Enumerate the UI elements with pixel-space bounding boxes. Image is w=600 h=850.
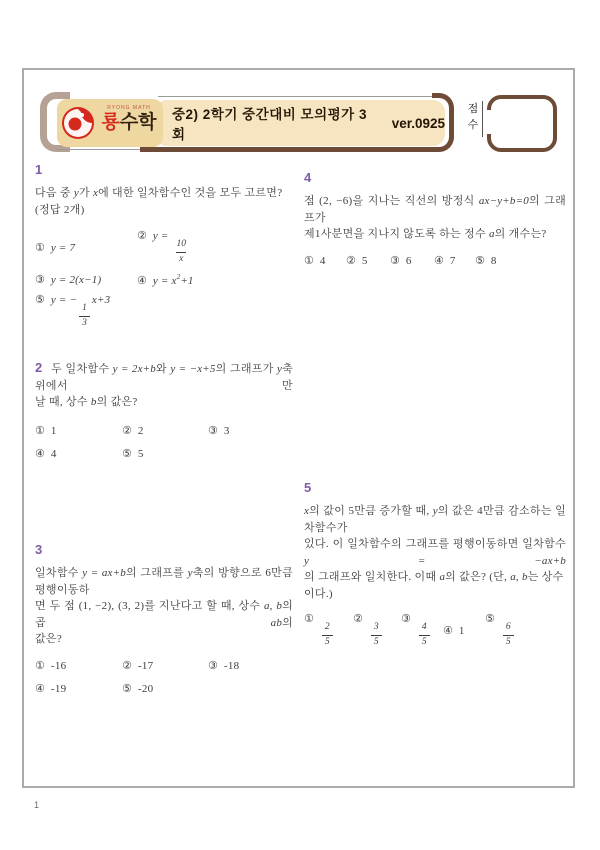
q3-text-line-2: 면 두 점 (1, −2), (3, 2)를 지난다고 할 때, 상수 a, b의 곱 ab의	[35, 600, 293, 629]
q5-option-5: ⑤ $\frac{6}{5}$	[485, 612, 516, 648]
q2-number: 2	[35, 360, 43, 375]
q4-number: 4	[304, 170, 312, 185]
q3-options	[35, 657, 293, 698]
q5-option-2: ② $\frac{3}{5}$	[353, 612, 397, 648]
q5-number: 5	[304, 480, 312, 495]
q4-text	[304, 193, 566, 243]
score-box	[487, 95, 557, 152]
q5-text-line-1: x의 값이 5만큼 증가할 때, y의 값은 4만큼 감소하는 일차함수가	[304, 505, 566, 534]
page-number: 1	[34, 800, 40, 810]
q1-text-line-2: (정답 2개)	[35, 203, 85, 216]
score-label-bottom: 수	[467, 119, 479, 131]
exam-version: ver.0925	[391, 115, 445, 131]
q5-text	[304, 503, 566, 602]
q1-option-3: ③ y = 2(x−1)	[35, 272, 102, 286]
q2-text-line-1: 2 두 일차함수 y = 2x+b와 y = −x+5의 그래프가 y축 위에서 만	[35, 360, 294, 392]
q3-option-5: ⑤ -20	[122, 682, 154, 696]
score-label-top: 점	[467, 103, 479, 115]
q4-options	[304, 252, 566, 270]
q4-option-1: ① 4	[304, 254, 326, 268]
q4-option-3: ③ 6	[390, 254, 412, 268]
header-top-rule	[158, 96, 440, 97]
brand-name-ryong: 룡	[101, 112, 120, 133]
q5-option-1: ① $\frac{2}{5}$	[304, 612, 349, 648]
q1-text	[35, 185, 293, 218]
question-3	[35, 542, 293, 703]
question-1	[35, 162, 293, 334]
q1-text-line-1: 다음 중 y가 x에 대한 일차함수인 것을 모두 고르면?	[35, 187, 283, 199]
score-label	[466, 101, 480, 133]
q1-options	[35, 229, 293, 329]
q2-options	[35, 422, 293, 463]
q1-option-1: ① y = 7	[35, 240, 76, 254]
brand-name-suhak: 수학	[119, 112, 157, 133]
q5-text-line-2: 있다. 이 일차함수의 그래프를 평행이동하면 일차함수 y = −ax+b	[304, 538, 566, 567]
q1-option-5: ⑤ y = − $\frac{1}{3}$ x+3	[35, 293, 111, 328]
question-4	[304, 170, 566, 275]
q4-text-line-1: 점 (2, −6)을 지나는 직선의 방정식 ax−y+b=0의 그래프가	[304, 195, 566, 224]
q3-number: 3	[35, 542, 43, 557]
q4-option-2: ② 5	[346, 254, 368, 268]
q5-options	[304, 612, 566, 648]
q2-option-2: ② 2	[122, 424, 144, 438]
q3-text-line-1: 일차함수 y = ax+b의 그래프를 y축의 방향으로 6만큼 평행이동하	[35, 567, 294, 596]
dragon-icon	[61, 106, 95, 140]
q1-number: 1	[35, 162, 43, 177]
q4-option-4: ④ 7	[434, 254, 456, 268]
q1-option-2: ② y = $\frac{10}{x}$	[137, 229, 186, 264]
q4-text-line-2: 제1사분면을 지나지 않도록 하는 정수 a의 개수는?	[304, 228, 547, 240]
q2-option-5: ⑤ 5	[122, 447, 144, 461]
header-brown-rule	[140, 147, 440, 152]
question-5	[304, 480, 566, 653]
score-divider	[482, 101, 483, 137]
q5-option-3: ③ $\frac{4}{5}$	[401, 612, 439, 648]
q2-option-3: ③ 3	[208, 424, 230, 438]
exam-title-box	[155, 100, 445, 146]
q2-text-line-2: 날 때, 상수 b의 값은?	[35, 396, 138, 408]
brand-name	[98, 111, 160, 135]
q3-option-3: ③ -18	[208, 659, 240, 673]
q3-option-1: ① -16	[35, 659, 67, 673]
q3-text-line-3: 값은?	[35, 633, 63, 645]
exam-title: 중2) 2학기 중간대비 모의평가 3회	[172, 107, 367, 142]
q1-option-4: ④ $y = x^2+1$	[137, 271, 194, 287]
score-box-notch	[487, 110, 491, 134]
q5-text-line-3: 의 그래프와 일치한다. 이때 a의 값은? (단, a, b는 상수이다.)	[304, 571, 564, 600]
question-2	[35, 360, 293, 468]
q5-option-4: ④ 1	[443, 623, 465, 637]
brand-subtitle: RYONG MATH	[107, 105, 151, 111]
q3-text	[35, 565, 293, 648]
brand-text	[98, 105, 160, 135]
q3-option-2: ② -17	[122, 659, 154, 673]
q4-option-5: ⑤ 8	[475, 254, 497, 268]
q2-text	[35, 360, 293, 411]
brand-logo	[57, 99, 163, 147]
q2-option-4: ④ 4	[35, 447, 57, 461]
q2-option-1: ① 1	[35, 424, 57, 438]
header-bottom-rule	[56, 149, 142, 150]
q3-option-4: ④ -19	[35, 682, 67, 696]
